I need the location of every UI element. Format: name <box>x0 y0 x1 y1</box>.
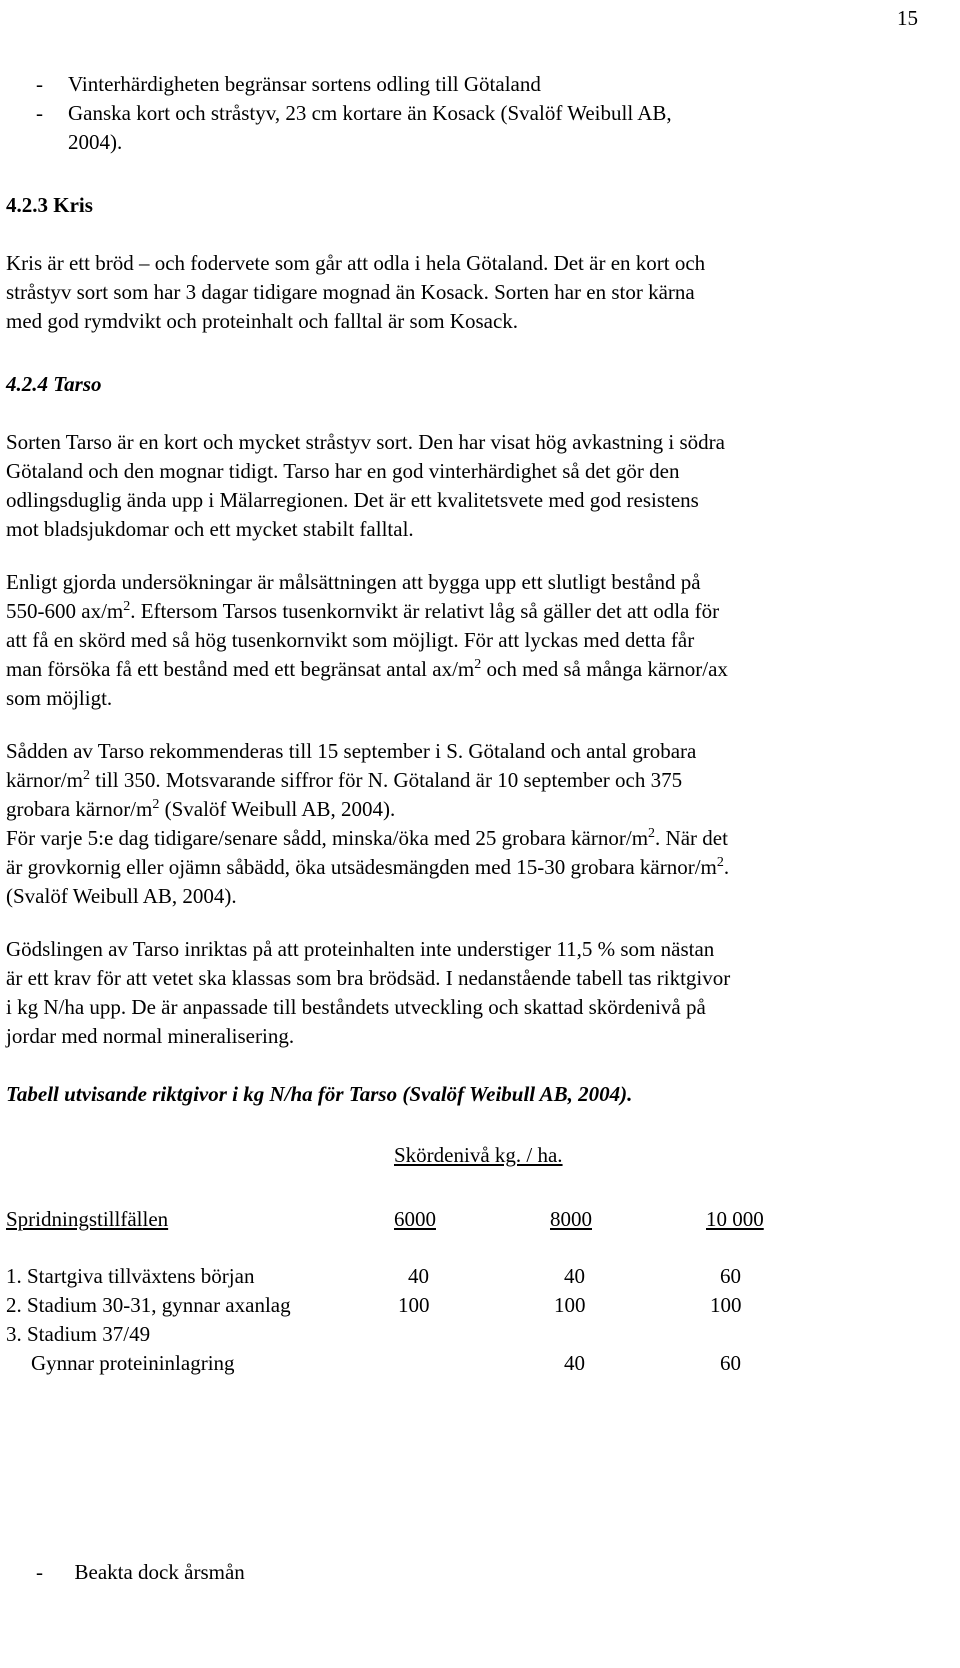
tail-bullet: - Beakta dock årsmån <box>36 1560 245 1584</box>
document-body <box>6 70 916 1375</box>
bullet-dash: - <box>36 72 43 96</box>
table-cell: 60 <box>720 1351 741 1375</box>
table-cell: 60 <box>720 1264 741 1288</box>
table-group-header: Skördenivå kg. / ha. <box>394 1143 563 1167</box>
bullet-dash: - <box>36 1560 43 1584</box>
table-cell: 100 <box>554 1293 586 1317</box>
section-heading-tarso: 4.2.4 Tarso <box>6 372 102 396</box>
list-item: - Vinterhärdigheten begränsar sortens odling till Götaland <box>6 70 916 99</box>
table-row-label: 2. Stadium 30-31, gynnar axanlag <box>6 1293 291 1317</box>
table-caption: Tabell utvisande riktgivor i kg N/ha för Tarso (Svalöf Weibull AB, 2004). <box>6 1082 633 1106</box>
table-cell: 100 <box>710 1293 742 1317</box>
list-item: 2004). <box>68 130 123 154</box>
table-row <box>6 1320 916 1349</box>
table-row <box>6 1262 916 1291</box>
page-number: 15 <box>897 6 918 30</box>
table-group-header-row <box>6 1141 916 1170</box>
intro-bullet-list <box>6 70 916 157</box>
table-header-row <box>6 1205 916 1234</box>
paragraph-tarso-2: Enligt gjorda undersökningar är målsättningen att bygga upp ett slutligt bestånd på 550-600 $ax/m^2$. Eftersom Tarsos tusenkornvikt är relativt låg så gäller det att odla för att få en skörd med så hög tusenkornvikt som möjligt. För att lyckas med detta får man försöka få ett bestånd med ett begränsat antal $ax/m^2$ och med så många kärnor/ax som möjligt. <box>6 570 728 710</box>
table-row-label: 1. Startgiva tillväxtens början <box>6 1264 255 1288</box>
table-column-header: 10 000 <box>706 1207 764 1231</box>
table-cell: 40 <box>564 1351 585 1375</box>
paragraph-tarso-4: Gödslingen av Tarso inriktas på att proteinhalten inte understiger 11,5 % som nästan är ett krav för att vetet ska klassas som bra brödsäd. I nedanstående tabell tas riktgivor i kg N/ha upp. De är anpassade till beståndets utveckling och skattad skördenivå på jordar med normal mineralisering. <box>6 937 731 1048</box>
table-row-header-label: Spridningstillfällen <box>6 1207 169 1231</box>
table-row-label: 3. Stadium 37/49 <box>6 1322 151 1346</box>
table-cell: 40 <box>408 1264 429 1288</box>
table-row <box>6 1291 916 1320</box>
table-column-header: 8000 <box>550 1207 592 1231</box>
section-heading-kris: 4.2.3 Kris <box>6 193 93 217</box>
paragraph-tarso-3: Sådden av Tarso rekommenderas till 15 september i S. Götaland och antal grobara kärnor/$m^2$ till 350. Motsvarande siffror för N. Götaland är 10 september och 375 grobara kärnor/$m^2$ (Svalöf Weibull AB, 2004). För varje 5:e dag tidigare/senare sådd, minska/öka med 25 grobara kärnor/$m^2$. När det är grovkornig eller ojämn såbädd, öka utsädesmängden med 15-30 grobara kärnor/$m^2$. (Svalöf Weibull AB, 2004). <box>6 739 730 908</box>
nitrogen-rate-table <box>6 1135 916 1375</box>
table-row <box>6 1349 916 1378</box>
table-row-label: Gynnar proteininlagring <box>31 1351 235 1375</box>
paragraph-tarso-1: Sorten Tarso är en kort och mycket stråstyv sort. Den har visat hög avkastning i södra Götaland och den mognar tidigt. Tarso har en god vinterhärdighet så det gör den odlingsduglig ända upp i Mälarregionen. Det är ett kvalitetsvete med god resistens mot bladsjukdomar och ett mycket stabilt falltal. <box>6 430 725 541</box>
table-cell: 100 <box>398 1293 430 1317</box>
bullet-dash: - <box>36 101 43 125</box>
list-item: - Ganska kort och stråstyv, 23 cm kortare än Kosack (Svalöf Weibull AB, <box>6 99 916 128</box>
table-column-header: 6000 <box>394 1207 436 1231</box>
table-cell: 40 <box>564 1264 585 1288</box>
paragraph-kris: Kris är ett bröd – och fodervete som går att odla i hela Götaland. Det är en kort och stråstyv sort som har 3 dagar tidigare mognad än Kosack. Sorten har en stor kärna med god rymdvikt och proteinhalt och falltal är som Kosack. <box>6 251 706 333</box>
